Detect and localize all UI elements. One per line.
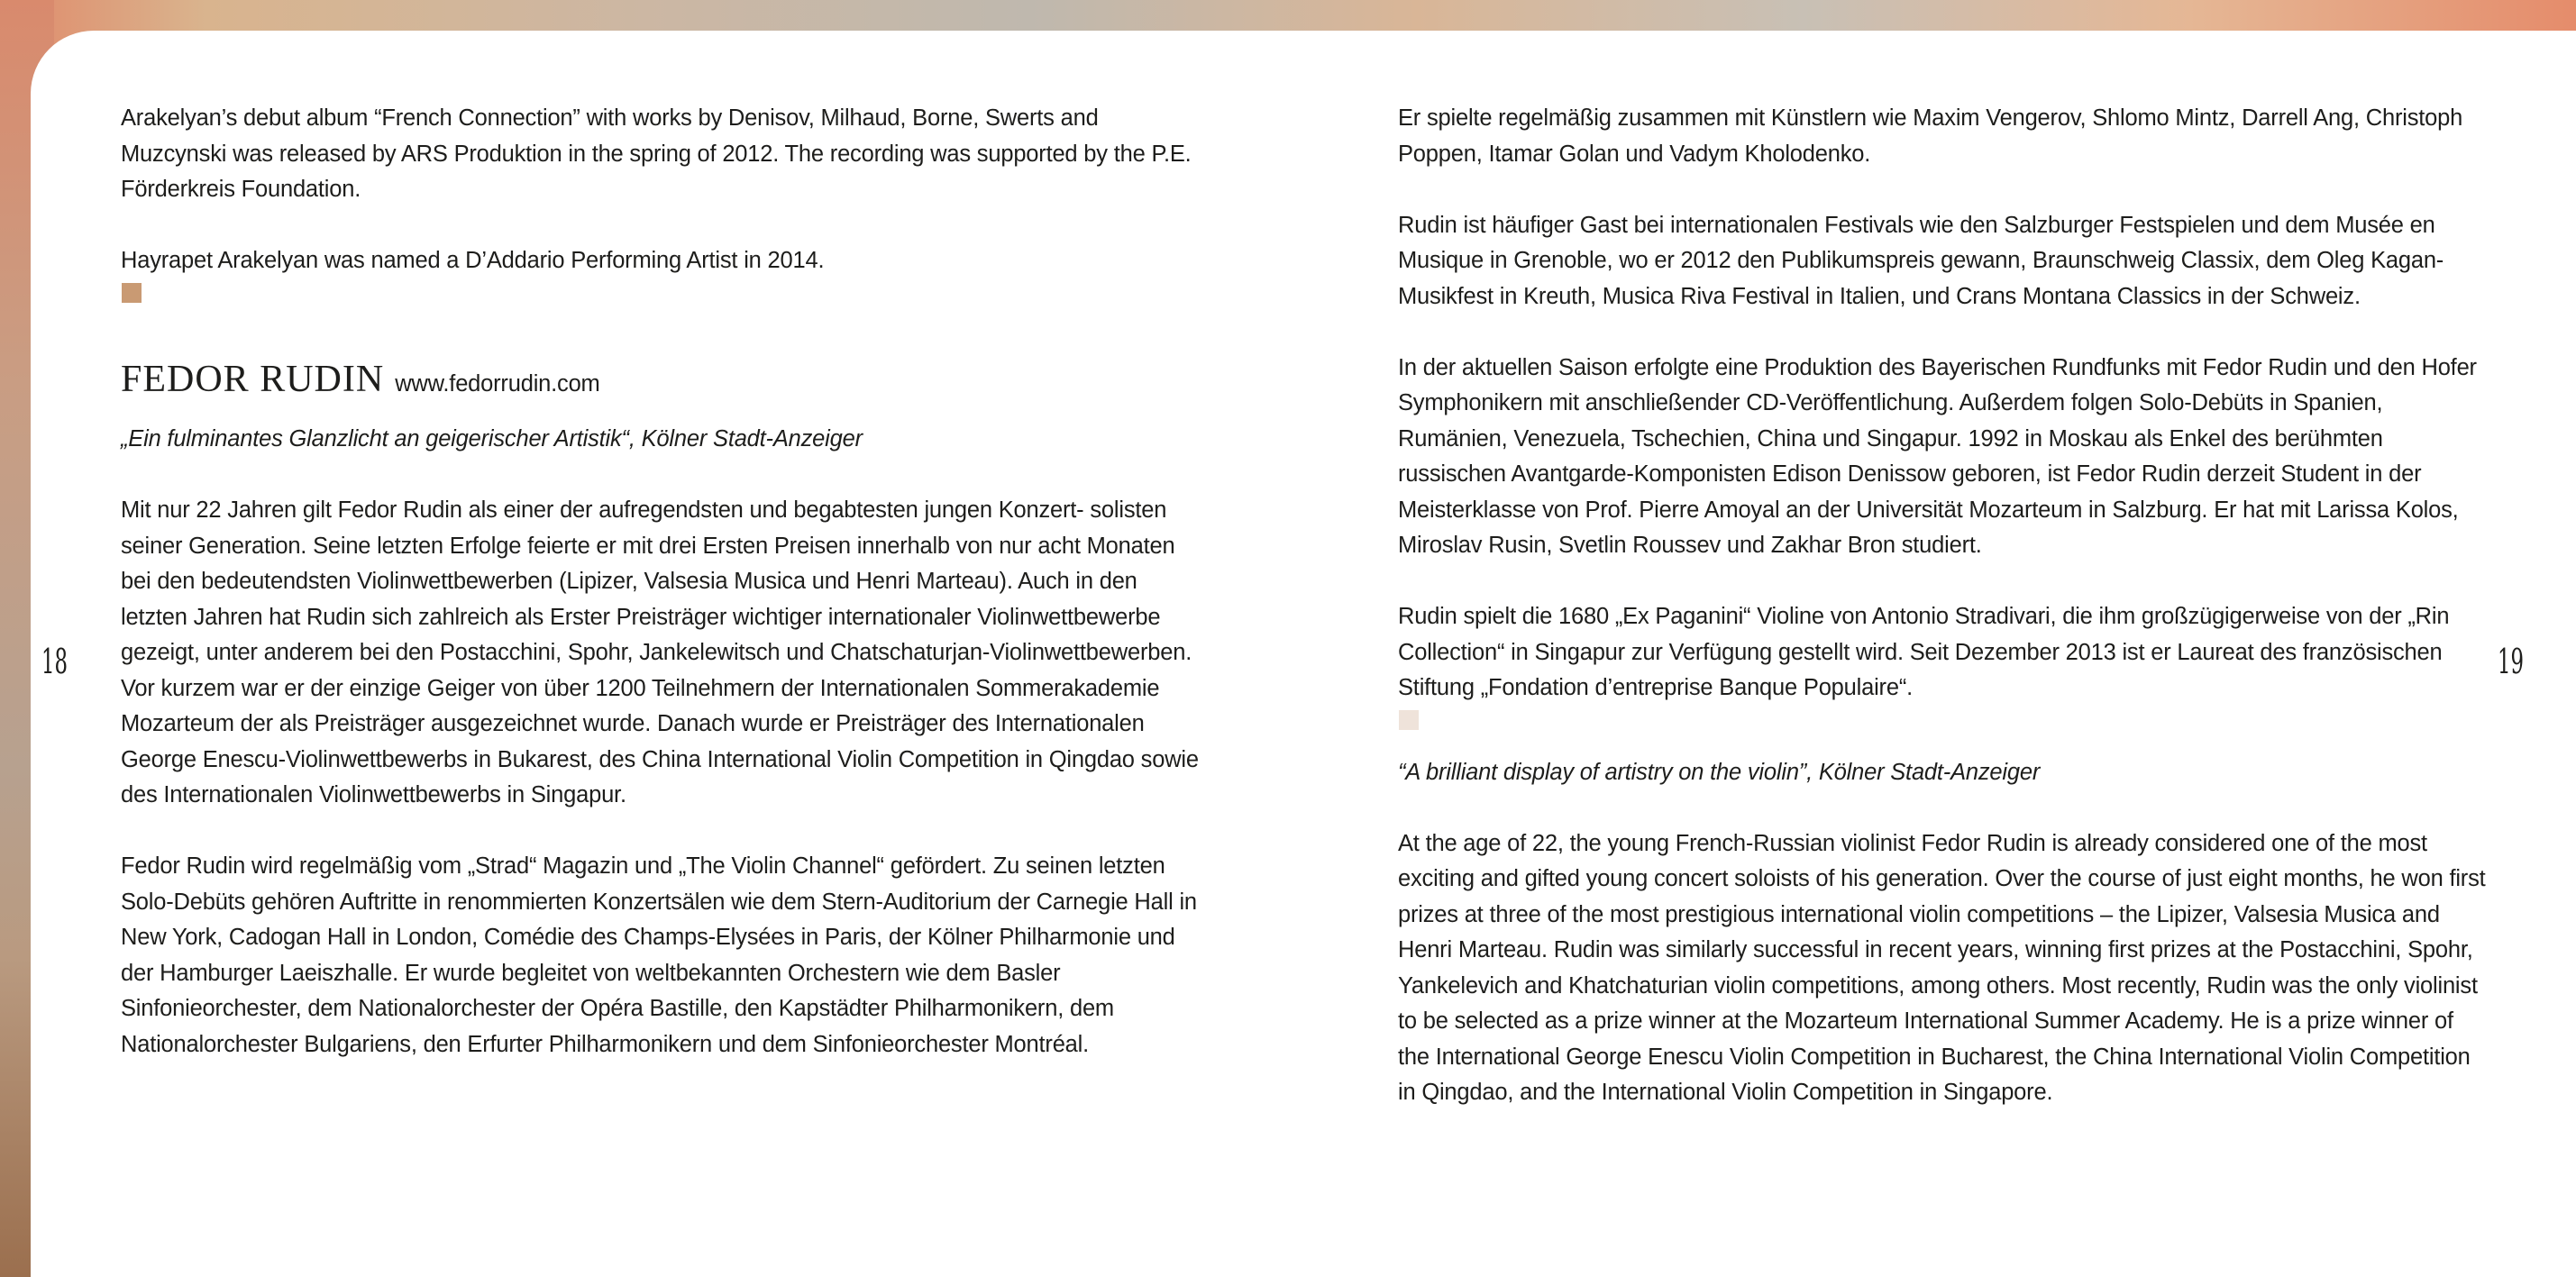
quote-german: „Ein fulminantes Glanzlicht an geigerischer Artistik“, Kölner Stadt-Anzeiger xyxy=(121,426,863,452)
bio-german-paragraph-6: Rudin spielt die 1680 „Ex Paganini“ Violine von Antonio Stradivari, die ihm großzügigerweise von der „Rin Collection“ in Singapur zur Verfügung gestellt wird. Seit Dezember 2013 ist er Laureat des französischen Stiftung „Fondation d’entreprise Banque Populaire“. xyxy=(1398,604,2450,700)
booklet-spread xyxy=(31,31,2576,1277)
quote-english: “A brilliant display of artistry on the violin”, Kölner Stadt-Anzeiger xyxy=(1398,759,2041,785)
artist-website: www.fedorrudin.com xyxy=(395,370,600,397)
arakelyan-album-paragraph: Arakelyan’s debut album “French Connection” with works by Denisov, Milhaud, Borne, Swerts and Muzcynski was released by ARS Produktion in the spring of 2012. The recording was supported by the P.E. Förderkreis Foundation. xyxy=(121,105,1192,202)
artist-name: FEDOR RUDIN xyxy=(121,358,385,400)
section-end-marker xyxy=(122,283,142,303)
page-number-right: 19 xyxy=(2498,642,2525,681)
arakelyan-daddario-paragraph: Hayrapet Arakelyan was named a D’Addario Performing Artist in 2014. xyxy=(121,248,825,273)
bio-english-paragraph-1: At the age of 22, the young French-Russian violinist Fedor Rudin is already considered one of the most exciting and gifted young concert soloists of his generation. Over the course of just eight months, he won first prizes at three of the most prestigious international violin competitions – the Lipizer, Valsesia Musica and Henri Marteau. Rudin was similarly successful in recent years, winning first prizes at the Postacchini, Spohr, Yankelevich and Khatchaturian violin competitions, among others. Most recently, Rudin was the only violinist to be selected as a prize winner at the Mozarteum International Summer Academy. He is a prize winner of the International George Enescu Violin Competition in Bucharest, the China International Violin Competition in Qingdao, and the International Violin Competition in Singapore. xyxy=(1398,830,2486,1105)
language-divider-marker xyxy=(1399,710,1419,730)
page-number-left: 18 xyxy=(41,642,69,681)
right-column xyxy=(1398,101,2489,1146)
bio-german-paragraph-2: Fedor Rudin wird regelmäßig vom „Strad“ Magazin und „The Violin Channel“ gefördert. Zu seinen letzten Solo-Debüts gehören Auftritte in renommierten Konzertsälen wie dem Stern-Auditorium der Carnegie Hall in New York, Cadogan Hall in London, Comédie des Champs-Elysées in Paris, der Kölner Philharmonie und der Hamburger Laeiszhalle. Er wurde begleitet von weltbekannten Orchestern wie dem Basler Sinfonieorchester, dem Nationalorchester der Opéra Bastille, den Kapstädter Philharmonikern, dem Nationalorchester Bulgariens, den Erfurter Philharmonikern und dem Sinfonieorchester Montréal. xyxy=(121,853,1197,1057)
bio-german-paragraph-4: Rudin ist häufiger Gast bei internationalen Festivals wie den Salzburger Festspielen und dem Musée en Musique in Grenoble, wo er 2012 den Publikumspreis gewann, Braunschweig Classix, dem Oleg Kagan-Musikfest in Kreuth, Musica Riva Festival in Italien, und Crans Montana Classics in der Schweiz. xyxy=(1398,212,2444,309)
bio-german-paragraph-3: Er spielte regelmäßig zusammen mit Künstlern wie Maxim Vengerov, Shlomo Mintz, Darrell Ang, Christoph Poppen, Itamar Golan und Vadym Kholodenko. xyxy=(1398,105,2463,167)
bio-german-paragraph-1: Mit nur 22 Jahren gilt Fedor Rudin als einer der aufregendsten und begabtesten jungen Konzert- solisten seiner Generation. Seine letzten Erfolge feierte er mit drei Ersten Preisen innerhalb von nur acht Monaten bei den bedeutendsten Violinwettbewerben (Lipizer, Valsesia Musica und Henri Marteau). Auch in den letzten Jahren hat Rudin sich zahlreich als Erster Preisträger wichtiger internationaler Violinwettbewerbe gezeigt, unter anderem bei den Postacchini, Spohr, Jankelewitsch und Chatschaturjan-Violinwettbewerben. Vor kurzem war er der einzige Geiger von über 1200 Teilnehmern der Internationalen Sommerakademie Mozarteum der als Preisträger ausgezeichnet wurde. Danach wurde er Preisträger des Internationalen George Enescu-Violinwettbewerbs in Bukarest, des China International Violin Competition in Qingdao sowie des Internationalen Violinwettbewerbs in Singapur. xyxy=(121,497,1199,807)
artist-heading xyxy=(121,358,1202,403)
bio-german-paragraph-5: In der aktuellen Saison erfolgte eine Produktion des Bayerischen Rundfunks mit Fedor Rudin und den Hofer Symphonikern mit anschließender CD-Veröffentlichung. Außerdem folgen Solo-Debüts in Spanien, Rumänien, Venezuela, Tschechien, China und Singapur. 1992 in Moskau als Enkel des berühmten russischen Avantgarde-Komponisten Edison Denissow geboren, ist Fedor Rudin derzeit Student in der Meisterklasse von Prof. Pierre Amoyal an der Universität Mozarteum in Salzburg. Er hat mit Larissa Kolos, Miroslav Rusin, Svetlin Roussev und Zakhar Bron studiert. xyxy=(1398,354,2477,558)
left-column xyxy=(121,101,1202,1099)
